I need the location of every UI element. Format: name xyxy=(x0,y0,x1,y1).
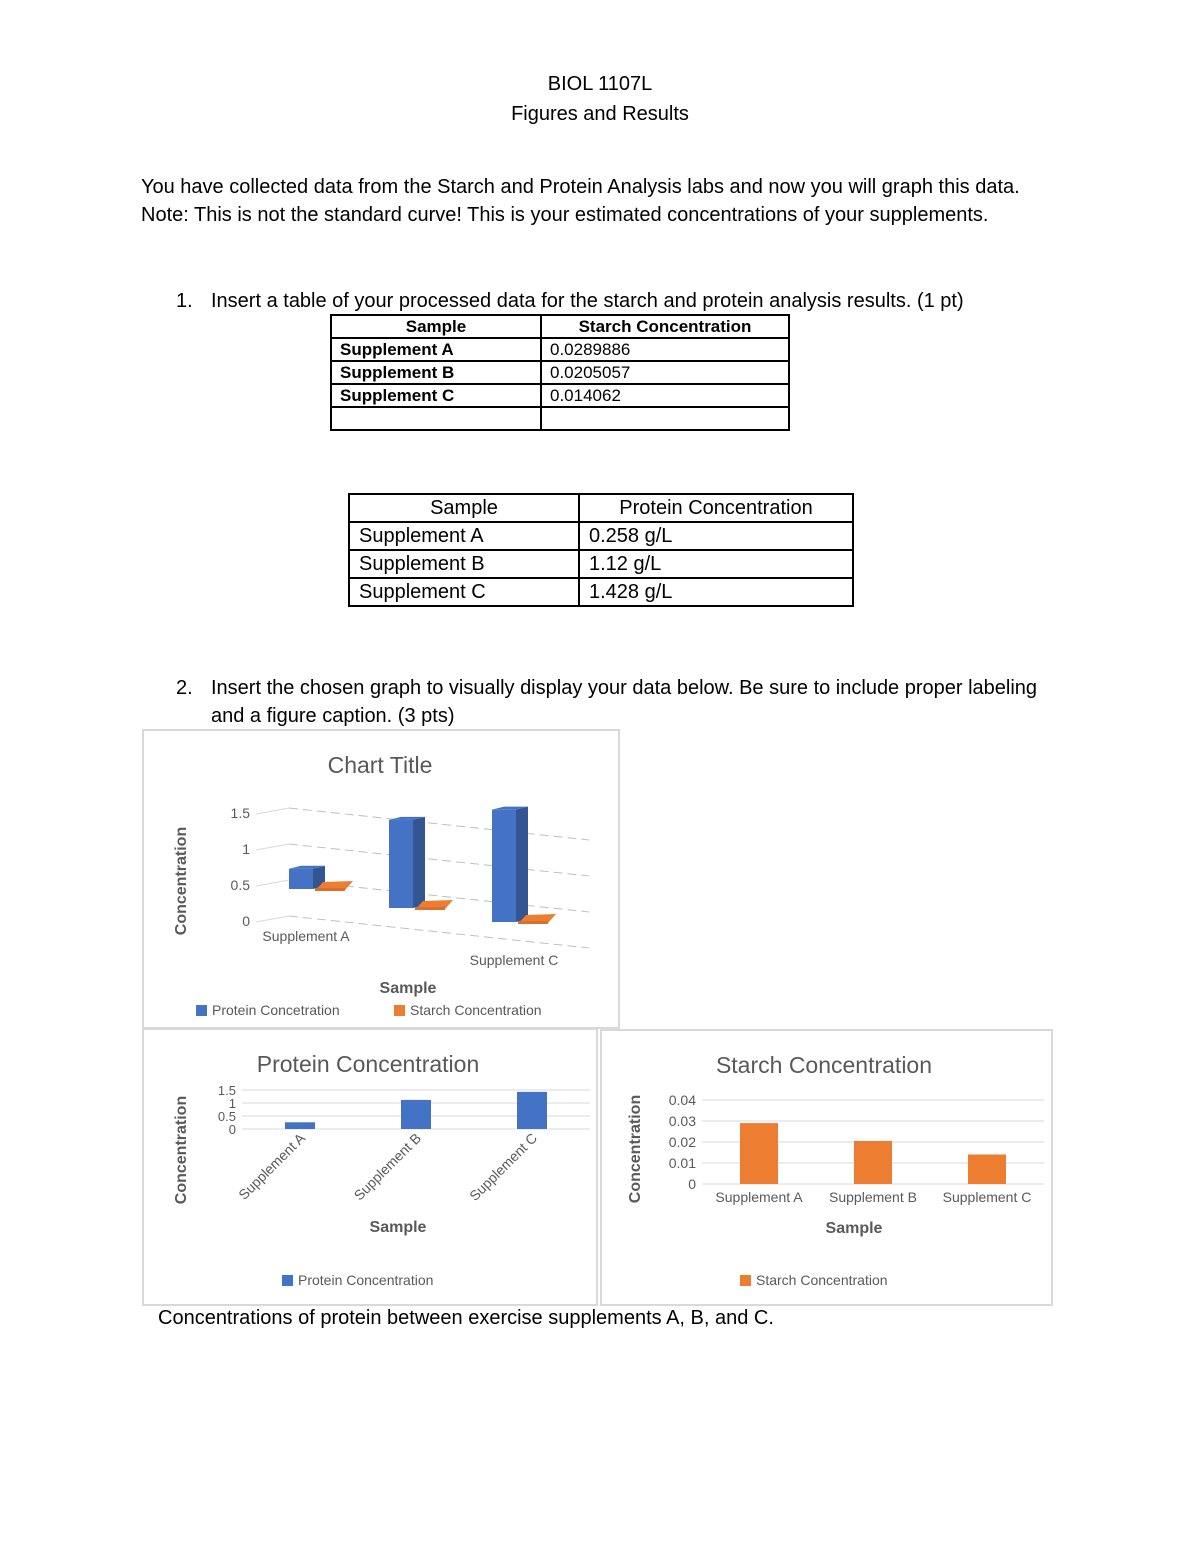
y-tick-label: 0.01 xyxy=(668,1155,696,1171)
legend-label-protein: Protein Concetration xyxy=(212,1002,340,1018)
x-tick-label: Supplement C xyxy=(466,1129,541,1204)
y-tick-label: 1 xyxy=(228,1096,236,1111)
starch-table xyxy=(330,314,790,431)
y-tick-label: 0 xyxy=(242,913,250,929)
header-cell: Sample xyxy=(331,315,541,338)
value-cell: 0.0289886 xyxy=(541,338,789,361)
protein-table xyxy=(348,493,854,607)
legend-label: Starch Concentration xyxy=(756,1272,888,1288)
sample-cell: Supplement C xyxy=(331,384,541,407)
question-1-text: Insert a table of your processed data for the starch and protein analysis results. (1 pt) xyxy=(211,290,964,312)
bar-2 xyxy=(854,1141,892,1184)
legend-swatch-starch xyxy=(394,1005,405,1016)
starch-bar-front-2 xyxy=(415,907,445,910)
y-axis-label: Concentration xyxy=(173,1095,190,1205)
y-tick-label: 1.5 xyxy=(230,805,250,821)
x-tick-label: Supplement B xyxy=(829,1189,917,1205)
value-cell: 1.12 g/L xyxy=(579,550,853,578)
course-title: BIOL 1107L xyxy=(547,73,653,95)
chart-3d-svg xyxy=(144,731,618,1027)
side-gridline xyxy=(256,808,289,814)
value-cell: 0.0205057 xyxy=(541,361,789,384)
table-row xyxy=(349,522,853,550)
sample-cell: Supplement C xyxy=(349,578,579,606)
sample-cell: Supplement A xyxy=(331,338,541,361)
y-axis-label: Concentration xyxy=(627,1094,644,1204)
legend-label-starch: Starch Concentration xyxy=(410,1002,542,1018)
header-cell: Protein Concentration xyxy=(579,494,853,522)
x-tick-label: Supplement A xyxy=(235,1129,309,1203)
sample-cell: Supplement B xyxy=(331,361,541,384)
value-cell xyxy=(541,407,789,430)
y-tick-label: 1.5 xyxy=(217,1083,236,1098)
table-row xyxy=(331,361,789,384)
starch-bar-front-1 xyxy=(315,888,345,891)
y-tick-label: 0.5 xyxy=(230,877,250,893)
table-row xyxy=(331,407,789,430)
y-tick-label: 0 xyxy=(688,1176,696,1192)
table-row xyxy=(331,338,789,361)
x-axis-label: Sample xyxy=(369,1219,427,1236)
value-cell: 0.258 g/L xyxy=(579,522,853,550)
y-tick-label: 0.04 xyxy=(668,1092,696,1108)
x-tick-label: Supplement B xyxy=(350,1129,425,1204)
x-tick-label: Supplement C xyxy=(469,952,559,968)
page-subtitle: Figures and Results xyxy=(511,103,689,125)
chart-starch xyxy=(600,1029,1053,1306)
y-tick-label: 0 xyxy=(228,1122,236,1137)
table-row xyxy=(331,384,789,407)
chart-title: Chart Title xyxy=(327,752,433,778)
x-tick-label: Supplement C xyxy=(942,1189,1032,1205)
question-1-number: 1. xyxy=(176,290,193,312)
header-cell: Starch Concentration xyxy=(541,315,789,338)
legend-swatch-protein xyxy=(196,1005,207,1016)
table-row xyxy=(349,550,853,578)
sample-cell: Supplement B xyxy=(349,550,579,578)
y-axis-label: Concentration xyxy=(173,826,190,936)
y-tick-label: 1 xyxy=(242,841,250,857)
chart-title: Protein Concentration xyxy=(256,1051,480,1077)
chart-starch-svg xyxy=(602,1031,1051,1304)
gridline xyxy=(289,808,589,840)
protein-bar-2 xyxy=(389,820,413,908)
figure-caption: Concentrations of protein between exercise supplements A, B, and C. xyxy=(158,1307,774,1329)
value-cell: 1.428 g/L xyxy=(579,578,853,606)
y-tick-label: 0.03 xyxy=(668,1113,696,1129)
chart-protein-svg xyxy=(144,1030,596,1304)
intro-paragraph: You have collected data from the Starch and Protein Analysis labs and now you will graph this data. Note: This is not the standard curve! This is your estimated concentrations of your supplements. xyxy=(141,176,1020,226)
value-cell: 0.014062 xyxy=(541,384,789,407)
x-axis-label: Sample xyxy=(379,980,437,997)
header-cell: Sample xyxy=(349,494,579,522)
question-2-text: Insert the chosen graph to visually display your data below. Be sure to include proper labeling and a figure caption. (3 pts) xyxy=(211,677,1038,727)
bar-3 xyxy=(968,1154,1006,1184)
chart-3d-combined xyxy=(142,729,620,1029)
x-tick-label: Supplement A xyxy=(715,1189,803,1205)
chart-title: Starch Concentration xyxy=(715,1052,933,1078)
protein-bar-side-3 xyxy=(516,807,528,922)
question-2-number: 2. xyxy=(176,677,193,699)
x-axis-label: Sample xyxy=(825,1220,883,1237)
bar-1 xyxy=(285,1122,315,1129)
chart-protein xyxy=(142,1028,598,1306)
sample-cell: Supplement A xyxy=(349,522,579,550)
table-header-row xyxy=(331,315,789,338)
protein-bar-side-2 xyxy=(413,817,425,908)
legend-swatch xyxy=(740,1275,751,1286)
protein-bar-3 xyxy=(492,810,516,922)
side-gridline xyxy=(256,844,289,850)
y-tick-label: 0.02 xyxy=(668,1134,696,1150)
protein-bar-1 xyxy=(289,869,313,889)
legend-label: Protein Concentration xyxy=(298,1272,434,1288)
side-gridline xyxy=(256,880,289,886)
gridline xyxy=(289,844,589,876)
x-tick-label: Supplement A xyxy=(262,928,350,944)
bar-3 xyxy=(517,1092,547,1129)
side-gridline xyxy=(256,916,289,922)
table-header-row xyxy=(349,494,853,522)
sample-cell xyxy=(331,407,541,430)
legend-swatch xyxy=(282,1275,293,1286)
starch-bar-front-3 xyxy=(518,921,548,924)
bar-2 xyxy=(401,1100,431,1129)
table-row xyxy=(349,578,853,606)
y-tick-label: 0.5 xyxy=(217,1109,236,1124)
bar-1 xyxy=(740,1123,778,1184)
